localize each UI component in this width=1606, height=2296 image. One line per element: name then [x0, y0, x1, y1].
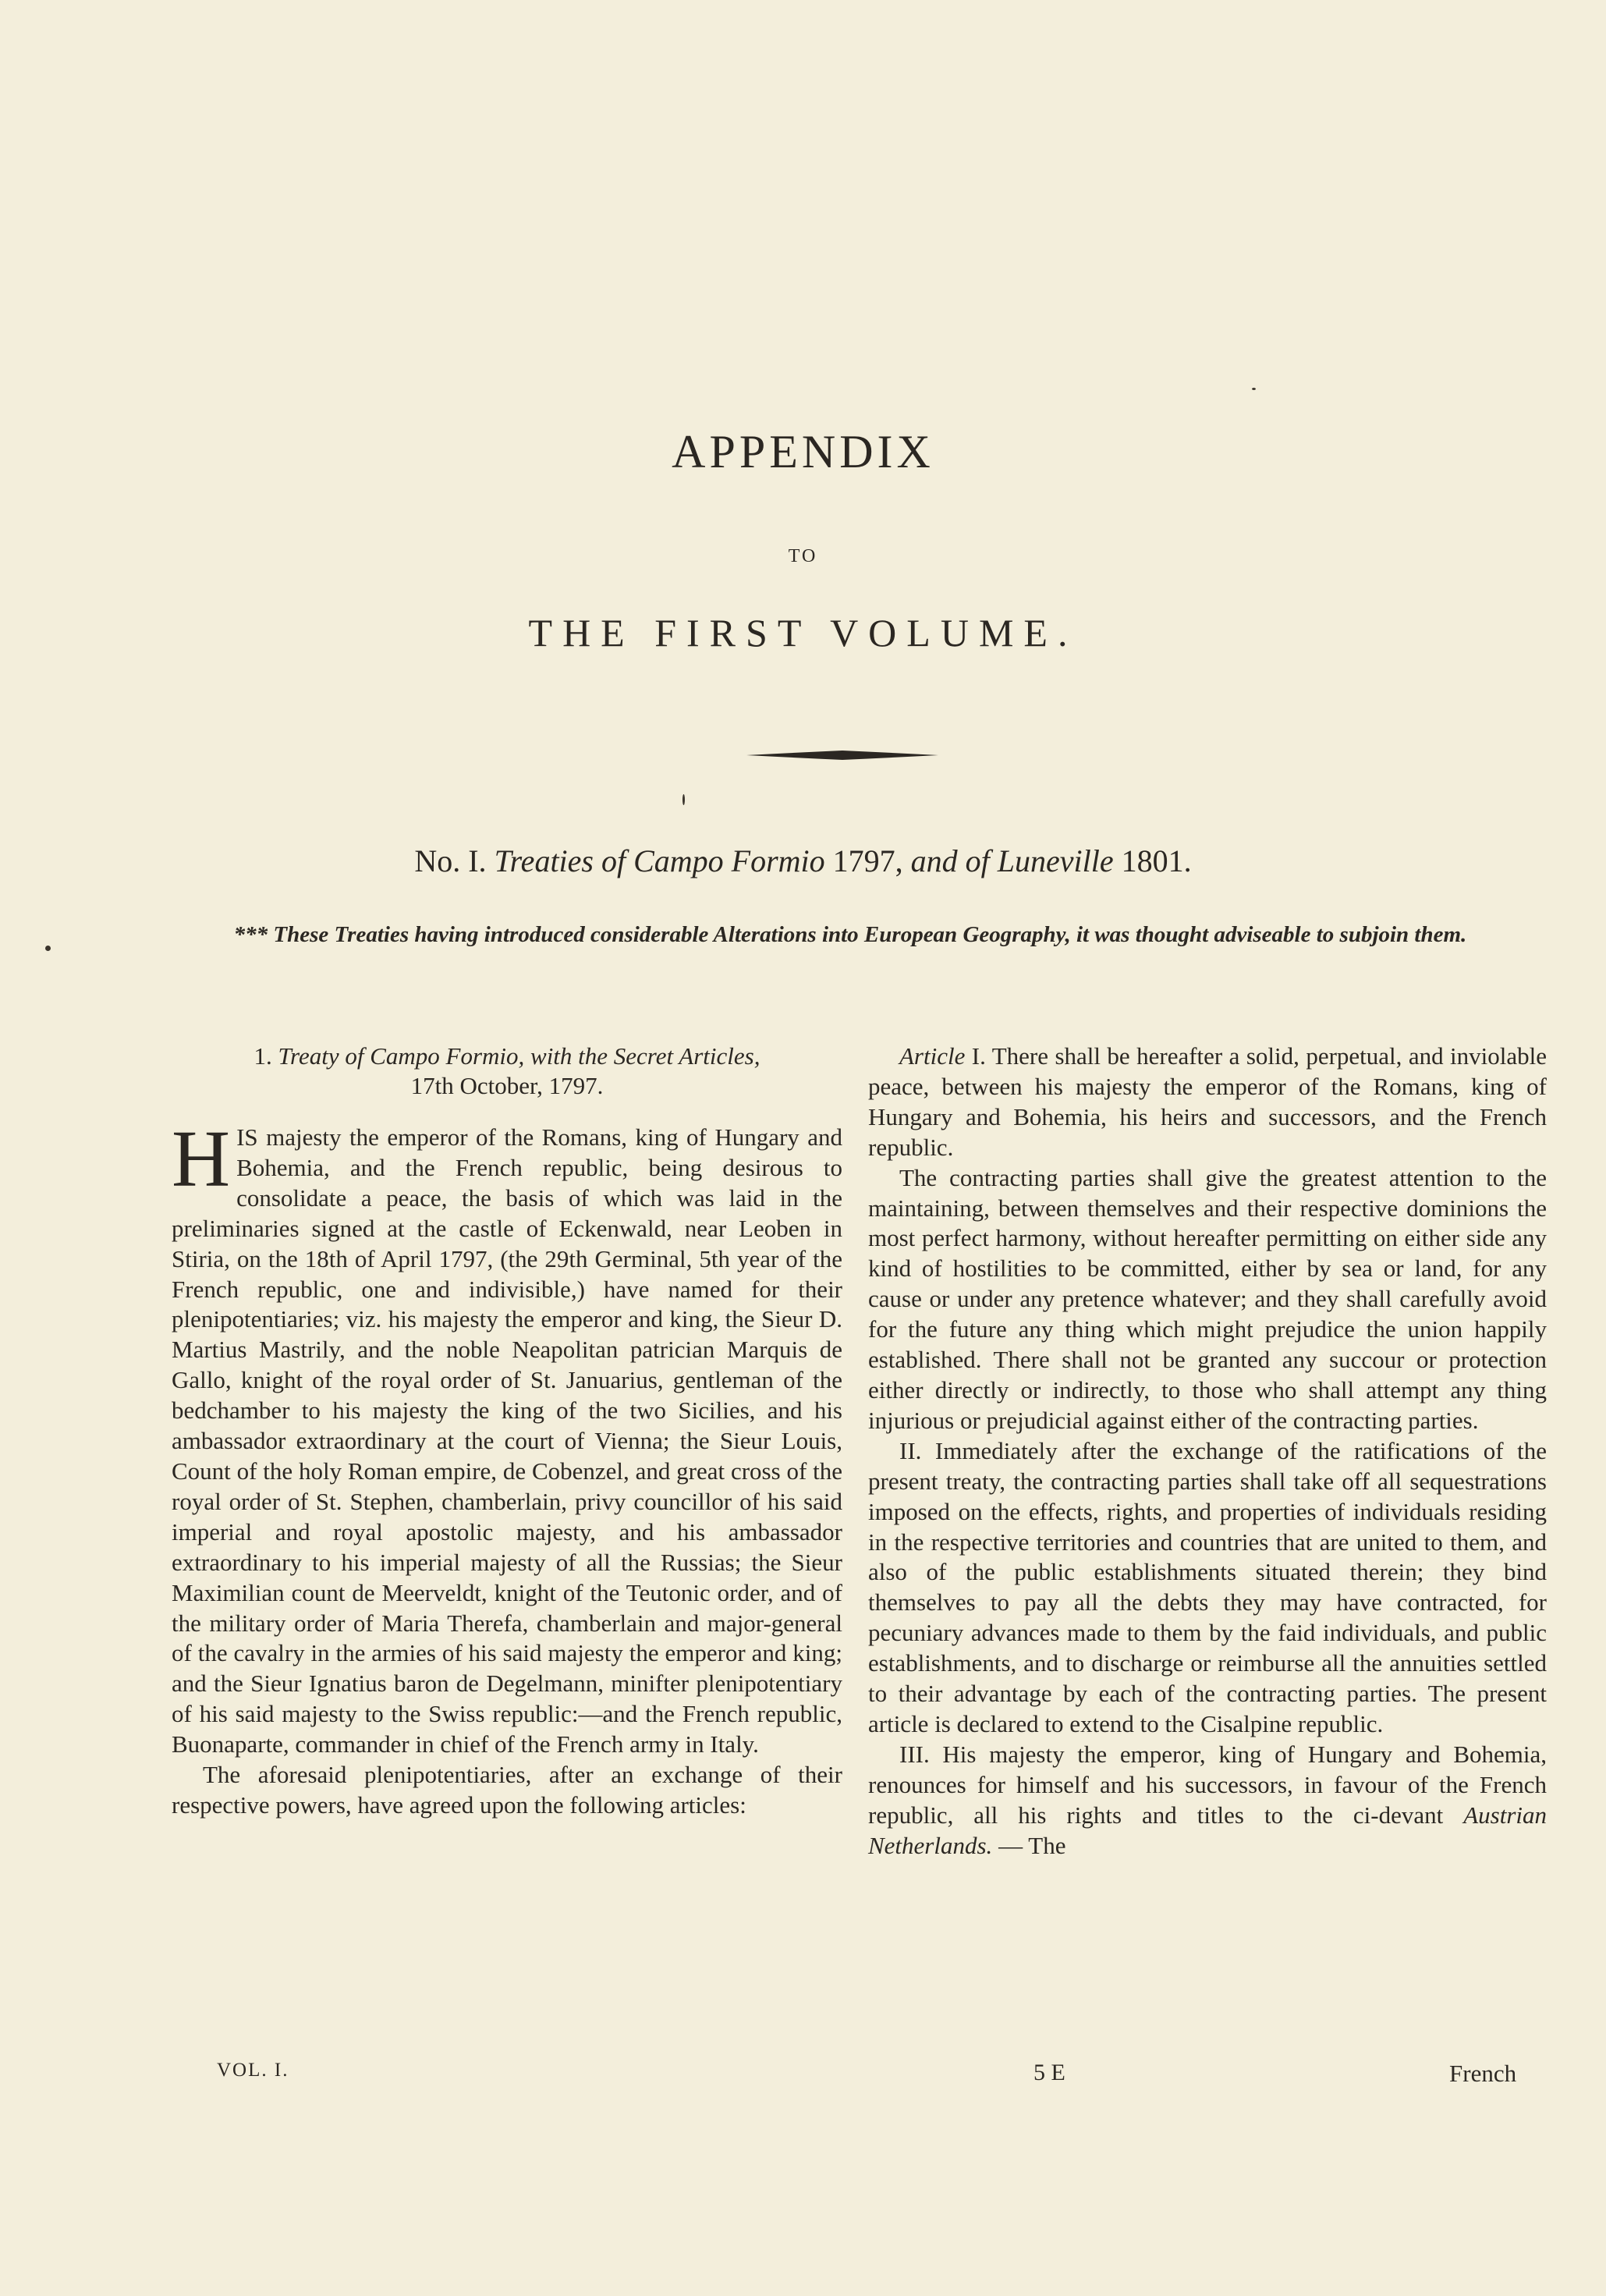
ornamental-rule-icon	[745, 745, 940, 765]
editorial-note: *** These Treaties having introduced considerable Alterations into European Geography, it was thought adviseable to subjoin them.	[233, 922, 1467, 947]
article-3-italic: Austrian Netherlands.	[868, 1801, 1548, 1859]
article-label: Article	[899, 1042, 966, 1070]
drop-cap: H	[172, 1114, 231, 1204]
article-1	[868, 1042, 1547, 1163]
right-column	[868, 1042, 1547, 1861]
page-footer	[0, 2060, 1606, 2091]
treaty-heading	[172, 1042, 842, 1101]
preamble-paragraph	[172, 1114, 842, 1760]
article-3-text: III. His majesty the emperor, king of Hungary and Bohemia, renounces for himself and his successors, in favour of the French republic, all his rights and titles to the ci-devant	[868, 1740, 1547, 1829]
article-1-paragraph-2: The contracting parties shall give the greatest attention to the maintaining, between themselves and their respective dominions the most perfect harmony, without hereafter permitting on either side any kind of hostilities to be committed, either by sea or land, for any cause or under any pretence whatever; and they shall carefully avoid for the future any thing which might prejudice the union happily established. There shall not be granted any succour or protection either directly or indirectly, to those who shall attempt any thing injurious or prejudicial against either of the contracting parties.	[868, 1163, 1547, 1434]
section-title-2: and of Luneville	[910, 843, 1114, 878]
treaty-title: Treaty of Campo Formio, with the Secret Articles,	[278, 1042, 760, 1070]
treaty-number: 1.	[253, 1042, 272, 1070]
section-number: No. I.	[414, 843, 487, 878]
treaty-date: 17th October, 1797.	[410, 1072, 604, 1099]
article-3-end: — The	[998, 1831, 1066, 1859]
paper-speck	[45, 946, 51, 951]
article-2: II. Immediately after the exchange of the ratifications of the present treaty, the contracting parties shall take off all sequestrations imposed on the effects, rights, and properties of individuals residing in the respective territories and countries that are united to them, and also of the public establishments situated therein; they bind themselves to pay all the debts they may have contracted, for pecuniary advances made to them by the faid individuals, and public establishments, and to discharge or reimburse all the annuities settled to their advantage by each of the contracting parties. The present article is declared to extend to the Cisalpine republic.	[868, 1436, 1547, 1737]
paper-speck	[1252, 388, 1256, 390]
section-heading	[0, 843, 1606, 879]
page-subtitle: THE FIRST VOLUME.	[528, 611, 1078, 655]
article-3	[868, 1740, 1547, 1861]
paper-speck	[682, 794, 685, 805]
catchword: French	[1449, 2060, 1517, 2087]
plenipotentiaries-paragraph: The aforesaid plenipotentiaries, after an exchange of their respective powers, have agreed upon the following articles:	[172, 1761, 842, 1819]
volume-label: VOL. I.	[217, 2060, 289, 2081]
section-title: Treaties of Campo Formio	[494, 843, 825, 878]
section-year-1: 1797,	[832, 843, 903, 878]
title-connector: TO	[788, 546, 818, 566]
article-1-text: I. There shall be hereafter a solid, perpetual, and inviolable peace, between his majesty the emperor of the Romans, king of Hungary and Bohemia, his heirs and successors, and the French republic.	[868, 1042, 1548, 1161]
preamble-text: IS majesty the emperor of the Romans, king of Hungary and Bohemia, and the French republic, being desirous to consolidate a peace, the basis of which was laid in the preliminaries signed at the castle of Eckenwald, near Leoben in Stiria, on the 18th of April 1797, (the 29th Germinal, 5th year of the French republic, one and indivisible,) have named for their plenipotentiaries; viz. his majesty the emperor and king, the Sieur D. Martius Mastrily, and the noble Neapolitan patrician Marquis de Gallo, knight of the royal order of St. Januarius, gentleman of the bedchamber to his majesty the king of the two Sicilies, and his ambassador extraordinary at the court of Vienna; the Sieur Louis, Count of the holy Roman empire, de Cobenzel, and great cross of the royal order of St. Stephen, chamberlain, privy councillor of his said imperial and royal apostolic majesty, and his ambassador extraordinary to his imperial majesty of all the Russias; the Sieur Maximilian count de Meerveldt, knight of the Teutonic order, and of the military order of Maria Therefa, chamberlain and major-general of the cavalry in the armies of his said majesty the emperor and king; and the Sieur Ignatius baron de Degelmann, minifter plenipotentiary of his said majesty to the Swiss republic:—and the French republic, Buonaparte, commander in chief of the French army in Italy.	[172, 1123, 842, 1758]
page-title: APPENDIX	[672, 426, 934, 477]
signature-mark: 5 E	[1033, 2060, 1065, 2085]
left-column	[172, 1042, 842, 1821]
section-year-2: 1801.	[1121, 843, 1192, 878]
